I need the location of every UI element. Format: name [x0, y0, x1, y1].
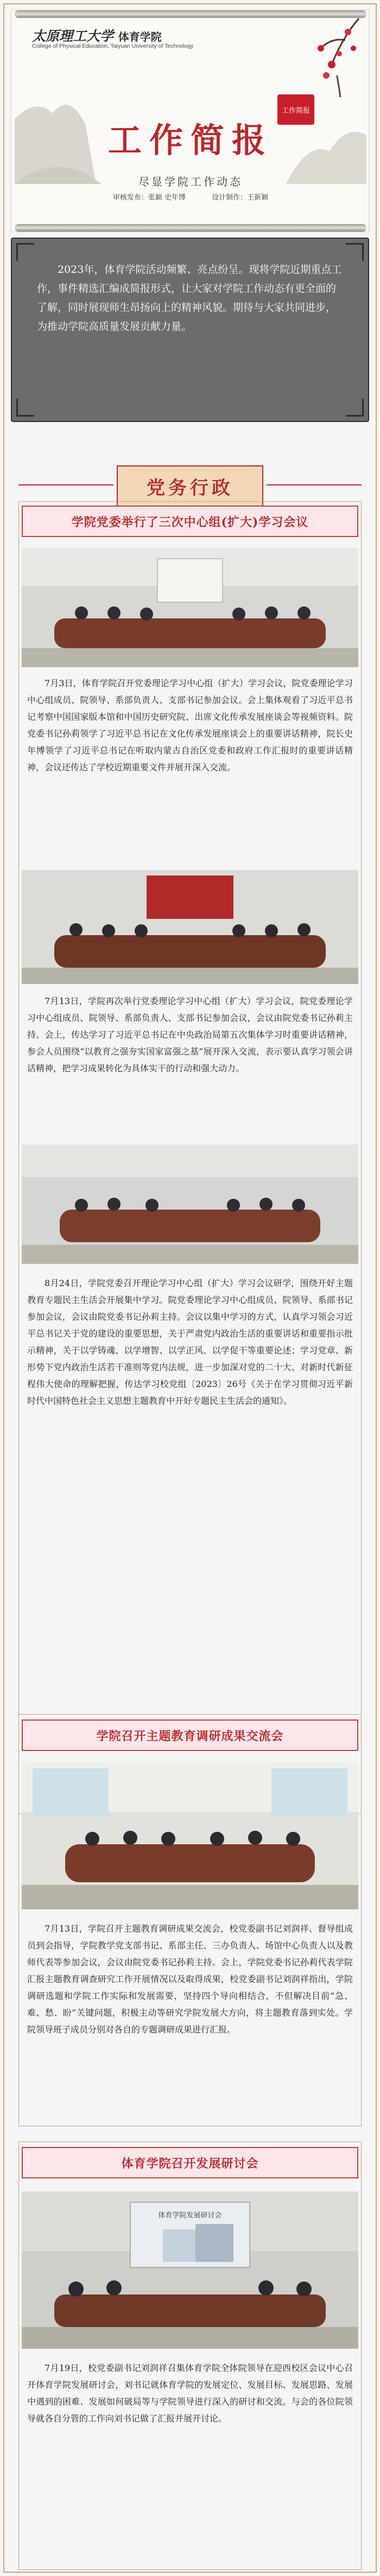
college-english-name: College of Physical Education, Taiyuan University of Technology [32, 43, 194, 49]
header-scroll [11, 10, 369, 232]
article-paragraph: 7月13日，学院再次举行党委理论学习中心组（扩大）学习会议，院党委理论学习中心组成员、院领导、系部负责人、支部书记参加会议，会议由院党委书记孙莉主持。会上，传达学习了习近平总书记在中央政治局第五次集体学习时重要讲话精神，参会人员围绕“以教育之强夯实国家富强之基”展开深入交流，表示要认真学习领会讲话精神，把学习成果转化为具体实干的行动和强大动力。 [27, 996, 353, 1073]
article-title: 学院党委举行了三次中心组(扩大)学习会议 [22, 506, 358, 537]
meeting-photo-4 [22, 1763, 358, 1909]
reviewer-credit: 审核发布：张颖 史年博 [112, 194, 186, 202]
bulletin-subtitle: 尽显学院工作动态 [138, 175, 243, 188]
corner-ornament [346, 399, 364, 417]
meeting-photo-2 [22, 870, 358, 984]
corner-ornament [16, 399, 34, 417]
section-banner: 党务行政 [117, 465, 263, 507]
conference-room-illustration [22, 2191, 358, 2349]
article-title: 学院召开主题教育调研成果交流会 [22, 1720, 358, 1751]
intro-box [11, 238, 369, 422]
banner-line-right [267, 484, 362, 485]
conference-room-illustration [22, 870, 358, 984]
college-name: 体育学院 [118, 30, 162, 43]
article-title: 体育学院召开发展研讨会 [22, 2147, 358, 2178]
plum-blossom-icon [294, 16, 364, 86]
intro-text: 2023年，体育学院活动频繁、亮点纷呈。现将学院近期重点工作，事件精选汇编成简报形式，让大家对学院工作动态有更全面的了解，同时展现师生昂扬向上的精神风貌。期待与大家共同进步，为推动学院高质量发展贡献力量。 [37, 264, 342, 333]
corner-ornament [346, 243, 364, 261]
meeting-photo-5 [22, 2191, 358, 2349]
red-seal-stamp: 工作简报 [277, 94, 314, 125]
scroll-rod-bottom [15, 224, 366, 232]
corner-ornament [16, 243, 34, 261]
article-paragraph: 8月24日，学院党委召开理论学习中心组（扩大）学习会议研学，围绕开好主题教育专题民主生活会开展集中学习。院党委理论学习中心组成员、院领导、系部书记参加会议，会议由院党委书记孙莉主持。会议以集中学习的方式，认真学习领会习近平总书记关于党的建设的重要思想，关于严肃党内政治生活的重要讲话和重要指示批示精神，关于以学铸魂、以学增智、以学正风、以学促干等重要论述；学习党章、新形势下党内政治生活若干准则等党内法规，进一步加深对党的二十大、对新时代新征程伟大使命的理解把握，传达学习校党组〔2023〕26号《关于在学习贯彻习近平新时代中国特色社会主义思想主题教育中开好专题民主生活会的通知》。 [27, 1278, 353, 1406]
article-paragraph: 7月13日，学院召开主题教育调研成果交流会，校党委副书记刘润祥、督导组成员到会指导，学院教学党支部书记、系部主任、三办负责人、场馆中心负责人以及教师代表等参加会议，会议由院党委书记孙莉主持。会上，学院党委书记孙莉代表学院汇报主题教育调查研究工作开展情况以及取得成果，校党委副书记刘润祥指出，学院调研选题和学院工作实际和发展需要，坚持四个导向相结合，不但解决目前“急、难、愁、盼”关键问题，积极主动等研究学院发展大方向，将主题教育落到实处。学院领导班子成员分别对各自的专题调研成果进行汇报。 [27, 1923, 353, 2035]
university-name: 太原理工大学 [32, 28, 114, 44]
banner-line-left [18, 484, 113, 485]
university-logo-text [32, 25, 162, 45]
article-paragraph: 7月19日，校党委副书记刘润祥召集体育学院全体院领导在迎西校区会议中心召开体育学院发展研讨会，刘书记就体育学院的发展定位、发展目标、发展思路、发展中遇到的困难、发展如何破局等与学院领导进行深入的研讨和交流。与会的各位院领导就各自分管的工作向刘书记做了汇报并展开讨论。 [27, 2363, 353, 2424]
meeting-photo-1 [22, 548, 358, 667]
screen-caption: 体育学院发展研讨会 [158, 2211, 222, 2220]
conference-room-illustration [22, 1763, 358, 1909]
designer-credit: 设计制作：王新颖 [212, 194, 269, 202]
article-paragraph: 7月3日，体育学院召开党委理论学习中心组（扩大）学习会议，院党委理论学习中心组成员、院领导、系部负责人、支部书记参加会议。会上集体观看了习近平总书记考察中国国家版本馆和中国历史研究院、出席文化传承发展座谈会等视频资料。院党委书记孙莉领学了习近平总书记在文化传承发展座谈会上的重要讲话精神，院长史年博领学了习近平总书记在听取内蒙古自治区党委和政府工作汇报时的重要讲话精神，会议还传达了学校近期重要文件并展开深入交流。 [27, 678, 353, 772]
meeting-photo-3 [22, 1145, 358, 1264]
bulletin-title: 工作简报 [107, 120, 273, 160]
conference-room-illustration [22, 1145, 358, 1264]
credits [11, 191, 370, 202]
conference-room-illustration [22, 548, 358, 667]
